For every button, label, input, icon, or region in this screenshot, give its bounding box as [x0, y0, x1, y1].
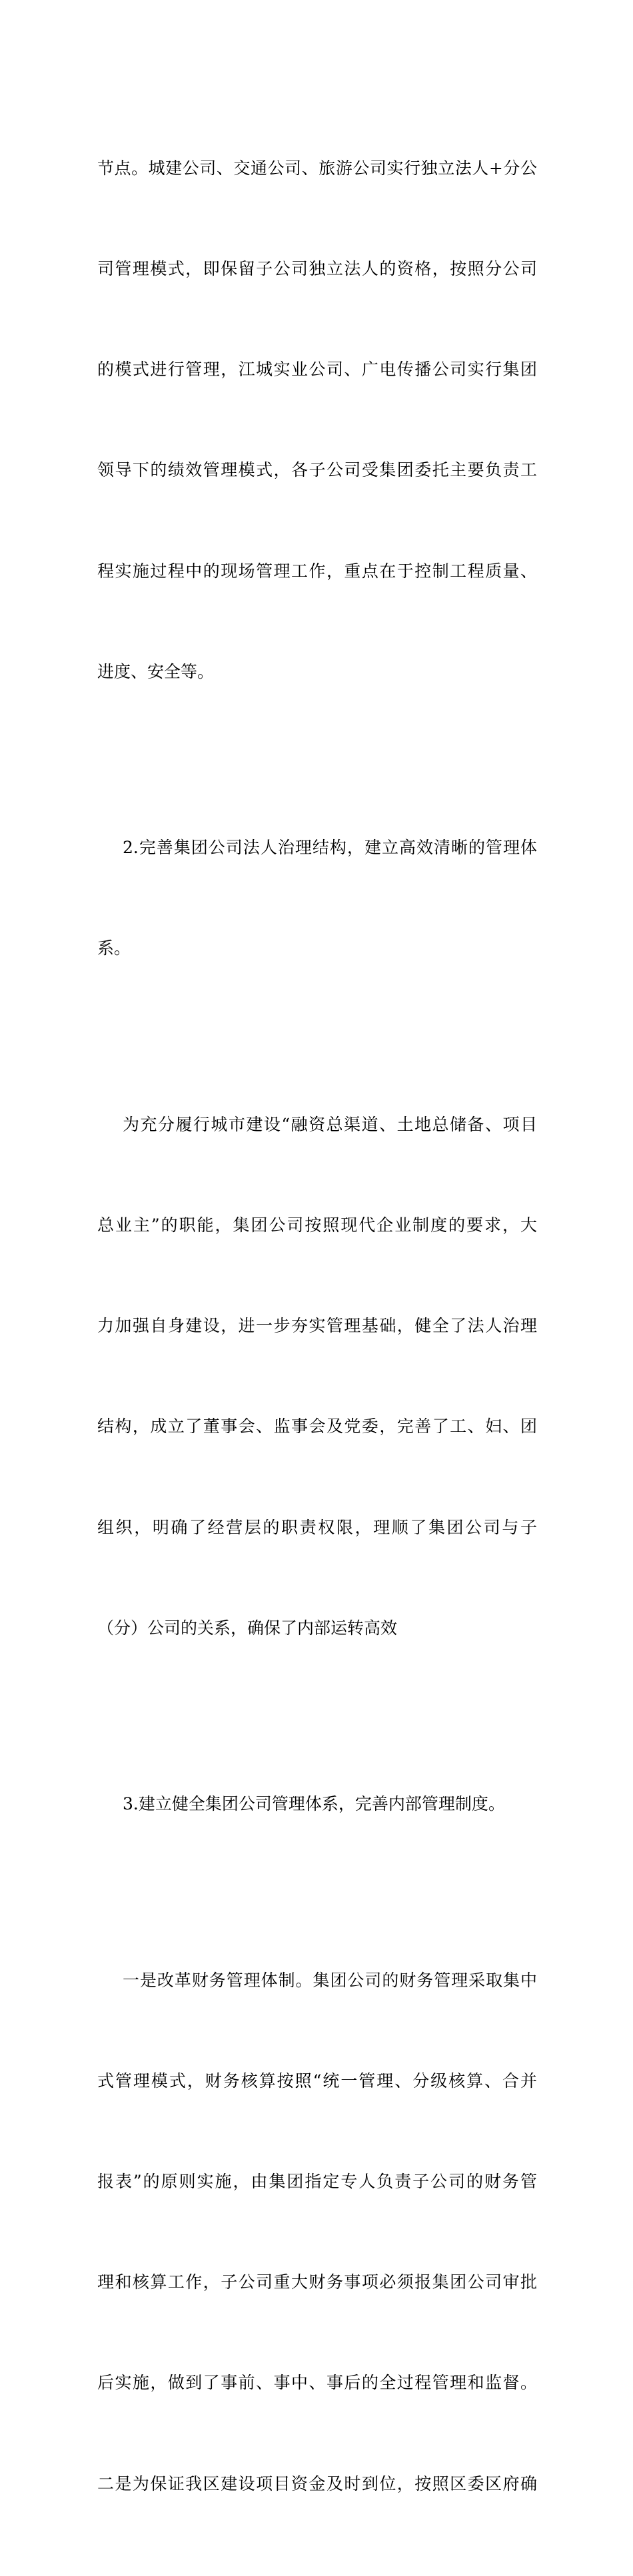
text-line: 结构，成立了董事会、监事会及党委，完善了工、妇、团	[97, 1417, 537, 1437]
text-line: 式管理模式，财务核算按照“统一管理、分级核算、合并	[97, 2071, 537, 2091]
paragraph-3	[97, 1041, 537, 1712]
text-line: 一是改革财务管理体制。集团公司的财务管理采取集中	[123, 1970, 537, 1990]
text-line: 组织，明确了经营层的职责权限，理顺了集团公司与子	[97, 1517, 537, 1537]
paragraph-4	[97, 1720, 537, 1888]
text-line: （分）公司的关系，确保了内部运转高效	[97, 1618, 398, 1638]
text-line: 为充分履行城市建设“融资总渠道、土地总储备、项目	[123, 1114, 537, 1134]
text-line: 二是为保证我区建设项目资金及时到位，按照区委区府确	[97, 2473, 537, 2493]
text-line: 司管理模式，即保留子公司独立法人的资格，按照分公司	[97, 259, 537, 279]
text-line: 3.建立健全集团公司管理体系，完善内部管理制度。	[123, 1794, 505, 1814]
text-line: 的模式进行管理，江城实业公司、广电传播公司实行集团	[97, 360, 537, 380]
text-line: 节点。城建公司、交通公司、旅游公司实行独立法人+分公	[97, 158, 537, 178]
text-line: 总业主”的职能，集团公司按照现代企业制度的要求，大	[97, 1215, 537, 1235]
text-line: 报表”的原则实施，由集团指定专人负责子公司的财务管	[97, 2172, 537, 2192]
text-line: 后实施，做到了事前、事中、事后的全过程管理和监督。	[97, 2373, 537, 2393]
text-line: 理和核算工作，子公司重大财务事项必须报集团公司审批	[97, 2272, 537, 2292]
text-line: 进度、安全等。	[97, 661, 215, 681]
text-line: 领导下的绩效管理模式，各子公司受集团委托主要负责工	[97, 460, 537, 480]
paragraph-2	[97, 764, 537, 1032]
text-line: 2.完善集团公司法人治理结构，建立高效清晰的管理体	[123, 838, 537, 858]
text-line: 系。	[97, 938, 131, 958]
paragraph-1	[97, 85, 537, 756]
text-line: 力加强自身建设，进一步夯实管理基础，健全了法人治理	[97, 1316, 537, 1336]
paragraph-5	[97, 1897, 537, 2568]
document-body	[97, 85, 537, 2576]
text-line: 程实施过程中的现场管理工作，重点在于控制工程质量、	[97, 561, 537, 581]
